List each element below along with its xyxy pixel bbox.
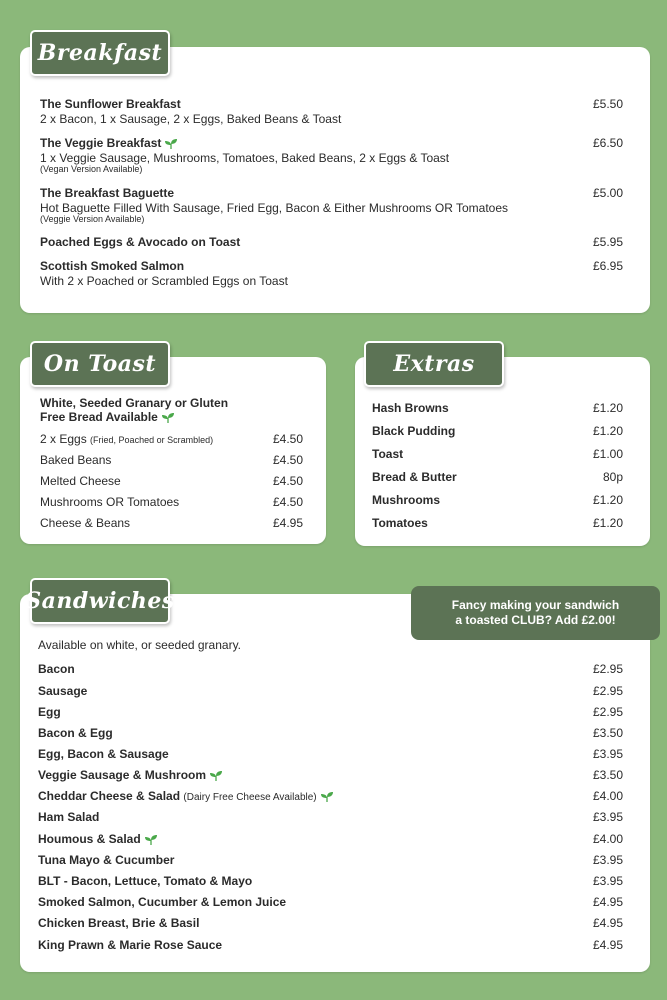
leaf-icon xyxy=(321,792,333,802)
on-toast-price: £4.50 xyxy=(272,432,303,446)
breakfast-item-price: £5.50 xyxy=(592,97,623,111)
on-toast-item: Cheese & Beans xyxy=(40,516,131,530)
extras-item: Toast xyxy=(372,447,404,461)
on-toast-item: Baked Beans xyxy=(40,453,112,467)
sandwiches-tab: Sandwiches xyxy=(30,578,170,624)
on-toast-header: White, Seeded Granary or Gluten xyxy=(40,396,229,410)
leaf-icon xyxy=(145,835,157,845)
extras-tab: Extras xyxy=(364,341,504,387)
extras-price: £1.20 xyxy=(592,424,623,438)
sandwich-item: Egg, Bacon & Sausage xyxy=(38,747,169,761)
breakfast-item-name: The Sunflower Breakfast xyxy=(40,97,181,111)
club-promo-banner xyxy=(411,586,660,640)
sandwich-item: Bacon & Egg xyxy=(38,726,113,740)
header-label: Free Bread Available xyxy=(40,410,158,424)
breakfast-item-name xyxy=(40,136,177,150)
sandwich-price: £4.95 xyxy=(592,895,623,909)
sandwich-item: Ham Salad xyxy=(38,810,100,824)
on-toast-header xyxy=(40,410,174,424)
sandwich-item xyxy=(38,789,333,805)
extras-item: Hash Browns xyxy=(372,401,449,415)
extras-item: Black Pudding xyxy=(372,424,456,438)
sandwich-item: Tuna Mayo & Cucumber xyxy=(38,853,175,867)
leaf-icon xyxy=(210,771,222,781)
on-toast-price: £4.50 xyxy=(272,453,303,467)
breakfast-item-desc: With 2 x Poached or Scrambled Eggs on Toast xyxy=(40,274,288,288)
breakfast-tab: Breakfast xyxy=(30,30,170,76)
extras-item: Mushrooms xyxy=(372,493,441,507)
sandwich-item: Sausage xyxy=(38,684,88,698)
extras-price: £1.00 xyxy=(592,447,623,461)
extras-price: 80p xyxy=(602,470,623,484)
sandwich-price: £3.50 xyxy=(592,726,623,740)
extras-item: Bread & Butter xyxy=(372,470,457,484)
sandwich-price: £3.95 xyxy=(592,874,623,888)
sandwich-price: £3.95 xyxy=(592,810,623,824)
on-toast-tab: On Toast xyxy=(30,341,170,387)
item-note: (Fried, Poached or Scrambled) xyxy=(90,435,214,445)
sandwiches-subtitle: Available on white, or seeded granary. xyxy=(38,638,242,652)
leaf-icon xyxy=(165,139,177,149)
sandwich-item: Bacon xyxy=(38,662,75,676)
on-toast-item: Mushrooms OR Tomatoes xyxy=(40,495,180,509)
sandwich-item: Smoked Salmon, Cucumber & Lemon Juice xyxy=(38,895,287,909)
promo-line: a toasted CLUB? Add £2.00! xyxy=(455,613,616,627)
sandwich-item xyxy=(38,832,157,846)
sandwich-item xyxy=(38,768,222,782)
extras-price: £1.20 xyxy=(592,516,623,530)
breakfast-item-name: Poached Eggs & Avocado on Toast xyxy=(40,235,241,249)
breakfast-item-name: Scottish Smoked Salmon xyxy=(40,259,185,273)
sandwich-price: £4.95 xyxy=(592,938,623,952)
item-label: Houmous & Salad xyxy=(38,832,141,846)
item-label: Veggie Sausage & Mushroom xyxy=(38,768,207,782)
on-toast-price: £4.50 xyxy=(272,474,303,488)
on-toast-price: £4.95 xyxy=(272,516,303,530)
item-label: 2 x Eggs xyxy=(40,432,87,446)
sandwich-price: £2.95 xyxy=(592,684,623,698)
breakfast-item-desc: 1 x Veggie Sausage, Mushrooms, Tomatoes, Baked Beans, 2 x Eggs & Toast xyxy=(40,151,450,165)
extras-price: £1.20 xyxy=(592,493,623,507)
extras-item: Tomatoes xyxy=(372,516,428,530)
breakfast-item-price: £5.95 xyxy=(592,235,623,249)
breakfast-item-desc: 2 x Bacon, 1 x Sausage, 2 x Eggs, Baked Beans & Toast xyxy=(40,112,342,126)
sandwich-price: £3.95 xyxy=(592,747,623,761)
breakfast-item-price: £6.95 xyxy=(592,259,623,273)
on-toast-item: Melted Cheese xyxy=(40,474,121,488)
sandwich-price: £4.00 xyxy=(592,789,623,803)
sandwich-item: Chicken Breast, Brie & Basil xyxy=(38,916,200,930)
breakfast-item-desc: Hot Baguette Filled With Sausage, Fried Egg, Bacon & Either Mushrooms OR Tomatoes xyxy=(40,201,508,215)
extras-price: £1.20 xyxy=(592,401,623,415)
sandwich-item: King Prawn & Marie Rose Sauce xyxy=(38,938,223,952)
breakfast-item-note: (Vegan Version Available) xyxy=(40,164,143,174)
sandwich-price: £2.95 xyxy=(592,662,623,676)
sandwich-price: £4.00 xyxy=(592,832,623,846)
breakfast-item-price: £5.00 xyxy=(592,186,623,200)
sandwich-item: Egg xyxy=(38,705,61,719)
item-label: The Veggie Breakfast xyxy=(40,136,162,150)
promo-line: Fancy making your sandwich xyxy=(451,598,620,612)
on-toast-item xyxy=(40,432,213,446)
sandwich-price: £3.95 xyxy=(592,853,623,867)
item-label: Cheddar Cheese & Salad xyxy=(38,789,181,803)
sandwich-price: £3.50 xyxy=(592,768,623,782)
leaf-icon xyxy=(162,413,174,423)
sandwich-price: £4.95 xyxy=(592,916,623,930)
sandwich-price: £2.95 xyxy=(592,705,623,719)
item-note: (Dairy Free Cheese Available) xyxy=(183,792,317,803)
breakfast-item-price: £6.50 xyxy=(592,136,623,150)
breakfast-item-name: The Breakfast Baguette xyxy=(40,186,175,200)
on-toast-price: £4.50 xyxy=(272,495,303,509)
breakfast-item-note: (Veggie Version Available) xyxy=(40,214,145,224)
sandwich-item: BLT - Bacon, Lettuce, Tomato & Mayo xyxy=(38,874,253,888)
